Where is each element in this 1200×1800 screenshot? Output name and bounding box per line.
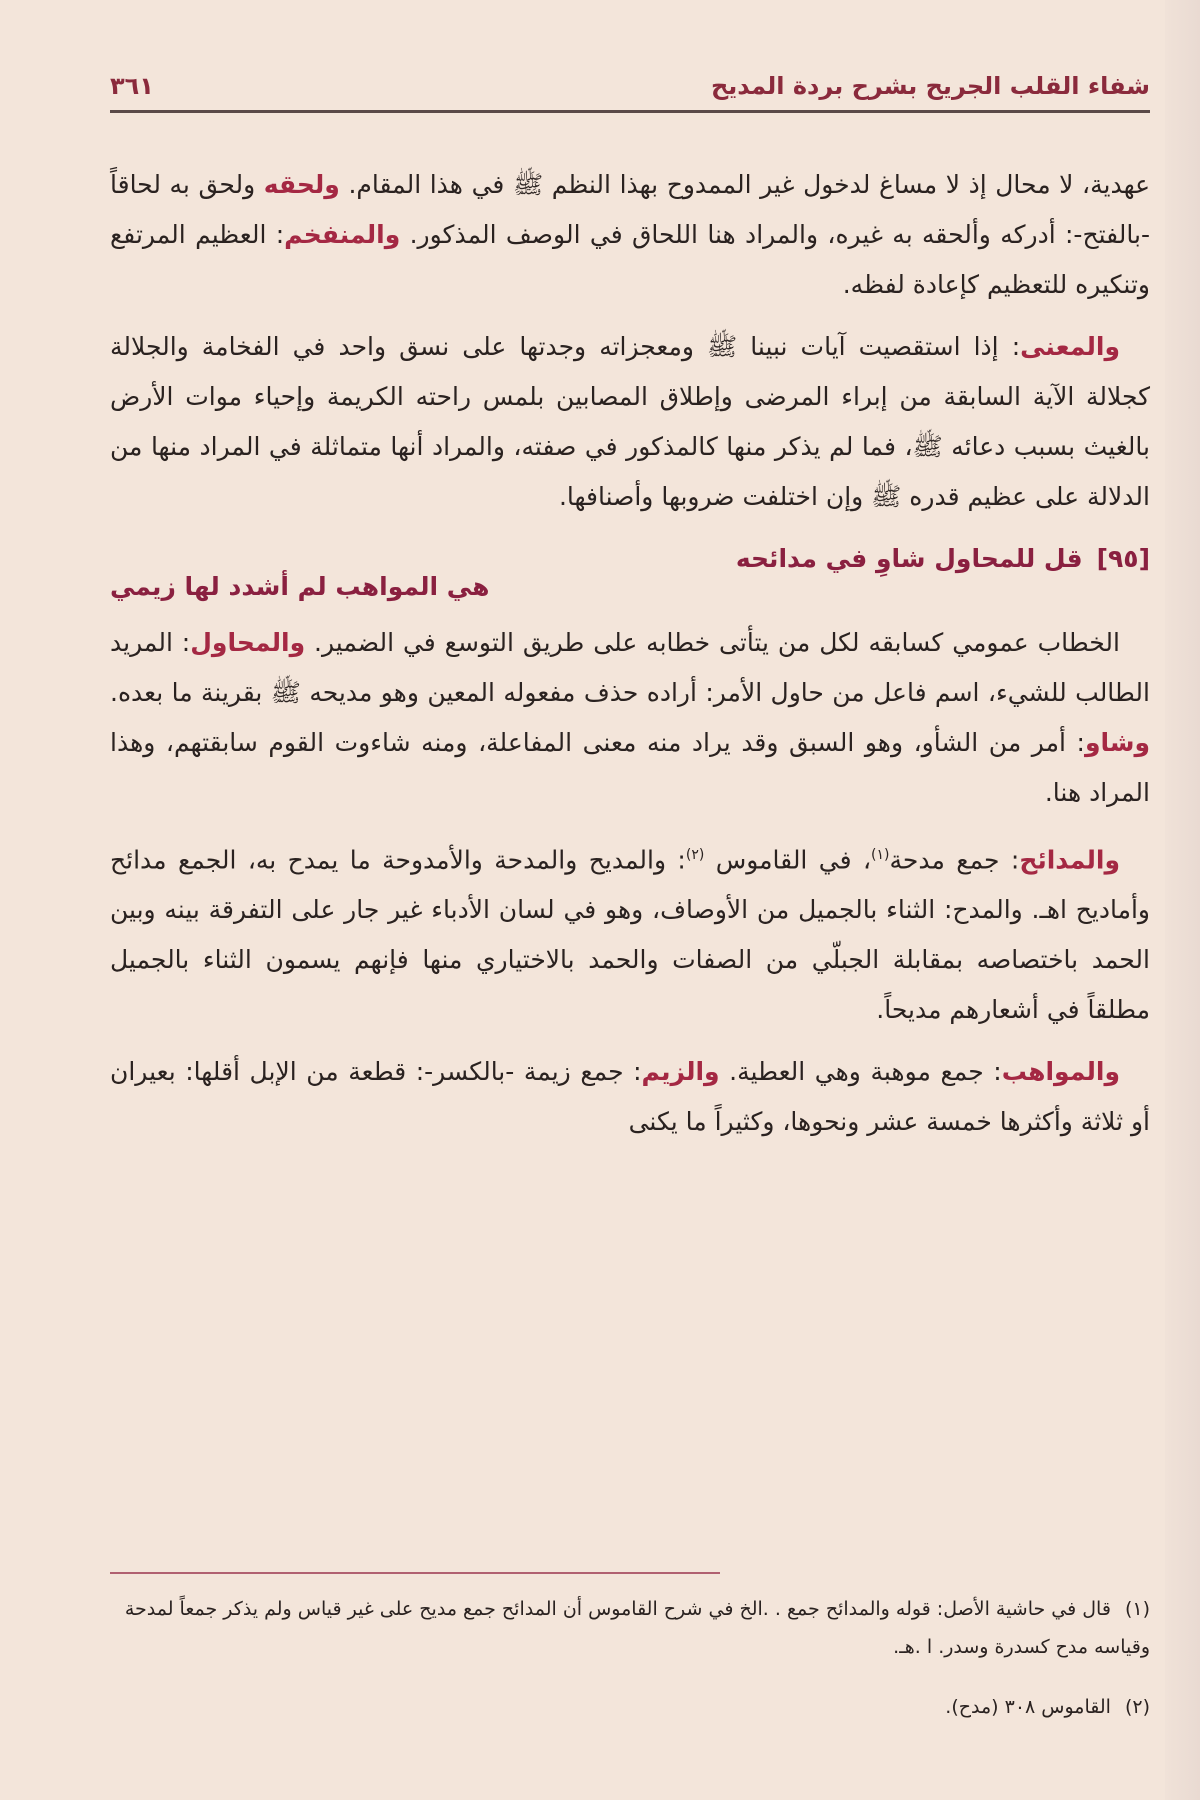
footnotes <box>110 1590 1150 1748</box>
text-run: : إذا استقصيت آيات نبينا ﷺ ومعجزاته وجدتها على نسق واحد في الفخامة والجلالة كجلالة الآية السابقة من إبراء المرضى وإطلاق المصابين بلمس راحته الكريمة وإحياء موات الأرض بالغيث بسبب دعائه ﷺ، فما لم يذكر منها كالمذكور في صفته، والمراد أنها متماثلة في المراد منها من الدلالة على عظيم قدره ﷺ وإن اختلفت ضروبها وأصنافها. <box>110 332 1150 511</box>
verse-number: [٩٥] <box>1096 544 1150 573</box>
term-shaw: وشاو <box>1084 728 1150 757</box>
text-run: : أمر من الشأو، وهو السبق وقد يراد منه معنى المفاعلة، ومنه شاءوت القوم سابقتهم، وهذا المراد هنا. <box>110 728 1150 807</box>
term-almadaih: والمدائح <box>1019 845 1120 875</box>
term-almawahib: والمواهب <box>1001 1057 1120 1087</box>
verse-first-hemistich <box>736 534 1150 584</box>
hemistich-text: قل للمحاول شاوِ في مدائحه <box>735 544 1083 573</box>
footnote-ref-1[interactable]: (١) <box>871 847 890 863</box>
book-page <box>110 0 1150 1800</box>
term-alzaym: والزيم <box>641 1057 720 1087</box>
book-title: شفاء القلب الجريح بشرح بردة المديح <box>710 72 1150 100</box>
text-run: : والمديح والمدحة والأمدوحة ما يمدح به، الجمع مدائح وأماديح اهـ. والمدح: الثناء بالجميل من الأوصاف، وهو في لسان الأدباء غير جار على التفرقة بينه وبين الحمد باختصاصه بمقابلة الجبلّي من الصفات والحمد بالاختياري منها فإنهم يسمون الثناء بالجميل مطلقاً في أشعارهم مديحاً. <box>110 845 1150 1025</box>
text-run: : جمع زيمة -بالكسر-: قطعة من الإبل أقلها: بعيران أو ثلاثة وأكثرها خمسة عشر ونحوها، وكثيراً ما يكنى <box>110 1057 1150 1137</box>
footnote-1 <box>110 1590 1150 1666</box>
text-run: : العظيم المرتفع وتنكيره للتعظيم كإعادة لفظه. <box>110 220 1150 299</box>
term-lahiqahu: ولحقه <box>263 170 340 199</box>
text-run: : جمع مدحة <box>889 845 1020 875</box>
paragraph-3 <box>110 618 1150 818</box>
page-edge <box>1165 0 1200 1800</box>
footnote-ref-2[interactable]: (٢) <box>685 847 705 863</box>
running-header <box>110 70 1150 113</box>
verse-second-hemistich: هي المواهب لم أشدد لها زيمي <box>110 572 490 601</box>
text-run: : جمع موهبة وهي العطية. <box>719 1057 1002 1087</box>
term-almuhawil: والمحاول <box>190 628 306 657</box>
text-run: الخطاب عمومي كسابقه لكل من يتأتى خطابه على طريق التوسع في الضمير. <box>305 628 1120 657</box>
footnote-number: (٢) <box>1124 1696 1150 1718</box>
footnote-separator <box>110 1572 720 1574</box>
paragraph-1 <box>110 160 1150 310</box>
text-run: ، في القاموس <box>704 845 872 875</box>
paragraph-2 <box>110 322 1150 522</box>
term-almana: والمعنى <box>1020 332 1120 361</box>
footnote-text: قال في حاشية الأصل: قوله والمدائح جمع . .الخ في شرح القاموس أن المدائح جمع مديح على غير قياس ولم يذكر جمعاً لمدحة وقياسه مدح كسدرة وسدر. ا .هـ. <box>124 1598 1150 1658</box>
footnote-text: القاموس ٣٠٨ (مدح). <box>945 1696 1111 1718</box>
verse-95 <box>110 534 1150 614</box>
main-text <box>110 160 1150 1159</box>
footnote-2 <box>110 1688 1150 1726</box>
text-run: عهدية، لا محال إذ لا مساغ لدخول غير الممدوح بهذا النظم ﷺ في هذا المقام. <box>339 170 1151 199</box>
text-run: : المريد الطالب للشيء، اسم فاعل من حاول الأمر: أراده حذف مفعوله المعين وهو مديحه ﷺ بقرينة ما بعده. <box>110 628 1150 707</box>
footnote-number: (١) <box>1124 1598 1150 1620</box>
page-number: ٣٦١ <box>110 72 154 100</box>
term-almunfakhim: والمنفخم <box>284 220 401 249</box>
paragraph-4 <box>110 830 1150 1035</box>
text-run: ولحق به لحاقاً -بالفتح-: أدركه وألحقه به غيره، والمراد هنا اللحاق في الوصف المذكور. <box>110 170 1150 249</box>
paragraph-5 <box>110 1047 1150 1147</box>
